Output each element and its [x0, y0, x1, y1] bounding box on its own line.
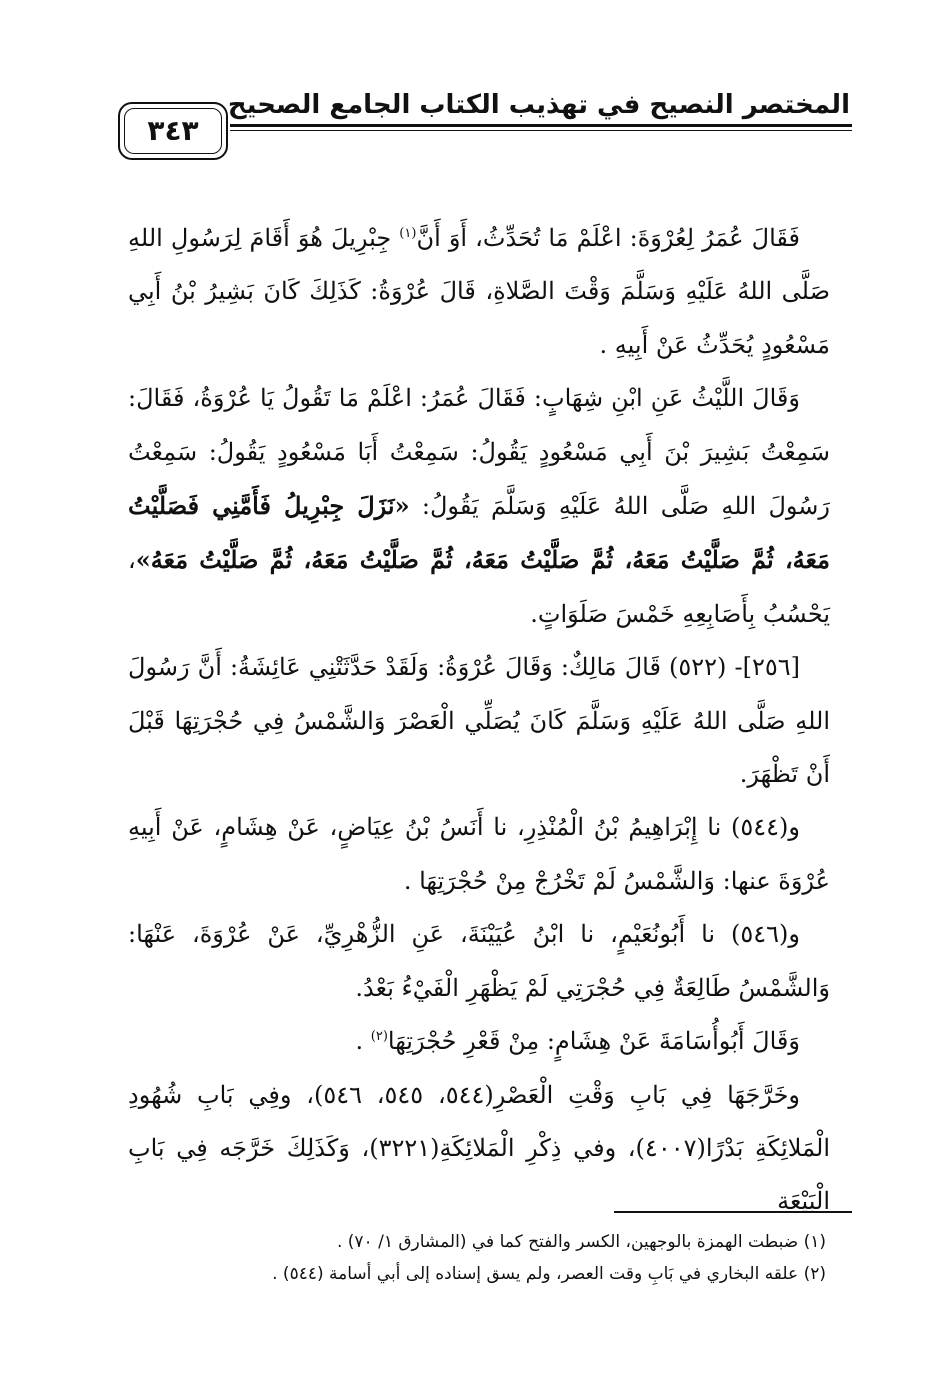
running-title: المختصر النصيح في تهذيب الكتاب الجامع الصحيح [227, 90, 850, 120]
paragraph-2-text-a: وَقَالَ اللَّيْثُ عَنِ ابْنِ شِهَابٍ: فَقَالَ عُمَرُ: اعْلَمْ مَا تَقُولُ يَا عُرْوَةُ، فَقَالَ: سَمِعْتُ بَشِيرَ بْنَ أَبِي مَسْعُودٍ يَقُولُ: سَمِعْتُ أَبَا مَسْعُودٍ يَقُولُ: سَمِعْتُ رَسُولَ اللهِ صَلَّى اللهُ عَلَيْهِ وَسَلَّمَ يَقُولُ: [128, 384, 830, 521]
paragraph-3: [٢٥٦]- (٥٢٢) قَالَ مَالِكٌ: وَقَالَ عُرْوَةُ: وَلَقَدْ حَدَّثَتْنِي عَائِشَةُ: أَنَّ رَسُولَ اللهِ صَلَّى اللهُ عَلَيْهِ وَسَلَّمَ كَانَ يُصَلِّي الْعَصْرَ وَالشَّمْسُ فِي حُجْرَتِهَا قَبْلَ أَنْ تَظْهَرَ. [128, 653, 830, 789]
header-rule-thin [230, 130, 852, 131]
footnotes [120, 1226, 826, 1290]
body-text [128, 212, 830, 1229]
page-number-frame [118, 102, 228, 160]
paragraph-6-text-a: وَقَالَ أَبُوأُسَامَةَ عَنْ هِشَامٍ: مِنْ قَعْرِ حُجْرَتِهَا [387, 1027, 800, 1056]
page-number: ٣٤٣ [147, 114, 199, 147]
footnote-marker-2: (٢) [370, 1029, 388, 1045]
hadith-quote: «نَزَلَ جِبْرِيلُ فَأَمَّنِي فَصَلَّيْتُ مَعَهُ، ثُمَّ صَلَّيْتُ مَعَهُ، ثُمَّ صَلَّيْتُ مَعَهُ، ثُمَّ صَلَّيْتُ مَعَهُ، ثُمَّ صَلَّيْتُ مَعَهُ» [128, 491, 830, 575]
paragraph-7: وخَرَّجَهَا فِي بَابِ وَقْتِ الْعَصْرِ(٥٤٤، ٥٤٥، ٥٤٦)، وفِي بَابِ شُهُودِ الْمَلائِكَةِ بَدْرًا(٤٠٠٧)، وفي ذِكْرِ الْمَلائِكَةِ(٣٢٢١)، وَكَذَلِكَ خَرَّجَه فِي بَابِ الْبَيْعَة [128, 1080, 830, 1216]
paragraph-1-text-b: جِبْرِيلَ هُوَ أَقَامَ لِرَسُولِ اللهِ صَلَّى اللهُ عَلَيْهِ وَسَلَّمَ وَقْتَ الصَّلاةِ، قَالَ عُرْوَةُ: كَذَلِكَ كَانَ بَشِيرُ بْنُ أَبِي مَسْعُودٍ يُحَدِّثُ عَنْ أَبِيهِ . [128, 224, 830, 359]
footnote-2: (٢) علقه البخاري في بَابِ وقت العصر، ولم يسق إسناده إلى أبي أسامة (٥٤٤) . [272, 1264, 826, 1284]
paragraph-1 [128, 212, 830, 372]
footnote-separator [614, 1211, 852, 1213]
footnote-marker-1: (١) [399, 226, 417, 241]
paragraph-2-text-b: ، يَحْسُبُ بِأَصَابِعِهِ خَمْسَ صَلَوَاتٍ. [128, 546, 830, 628]
paragraph-6-text-b: . [355, 1027, 371, 1056]
paragraph-5: و(٥٤٦) نا أَبُونُعَيْمٍ، نا ابْنُ عُيَيْنَةَ، عَنِ الزُّهْرِيِّ، عَنْ عُرْوَةَ، عَنْهَا: وَالشَّمْسُ طَالِعَةٌ فِي حُجْرَتِي لَمْ يَظْهَرِ الْفَيْءُ بَعْدُ. [128, 920, 830, 1002]
page-header [118, 84, 852, 174]
header-rule [230, 124, 852, 127]
paragraph-2 [128, 372, 830, 641]
footnote-1: (١) ضبطت الهمزة بالوجهين، الكسر والفتح كما في (المشارق ١/ ٧٠) . [336, 1232, 826, 1252]
paragraph-4: و(٥٤٤) نا إِبْرَاهِيمُ بْنُ الْمُنْذِرِ، نا أَنَسُ بْنُ عِيَاضٍ، عَنْ هِشَامٍ، عَنْ أَبِيهِ عُرْوَةَ عنها: وَالشَّمْسُ لَمْ تَخْرُجْ مِنْ حُجْرَتِهَا . [128, 813, 830, 895]
paragraph-6 [128, 1015, 830, 1068]
paragraph-1-text-a: فَقَالَ عُمَرُ لِعُرْوَةَ: اعْلَمْ مَا تُحَدِّثُ، أَوَ أَنَّ [416, 224, 800, 252]
